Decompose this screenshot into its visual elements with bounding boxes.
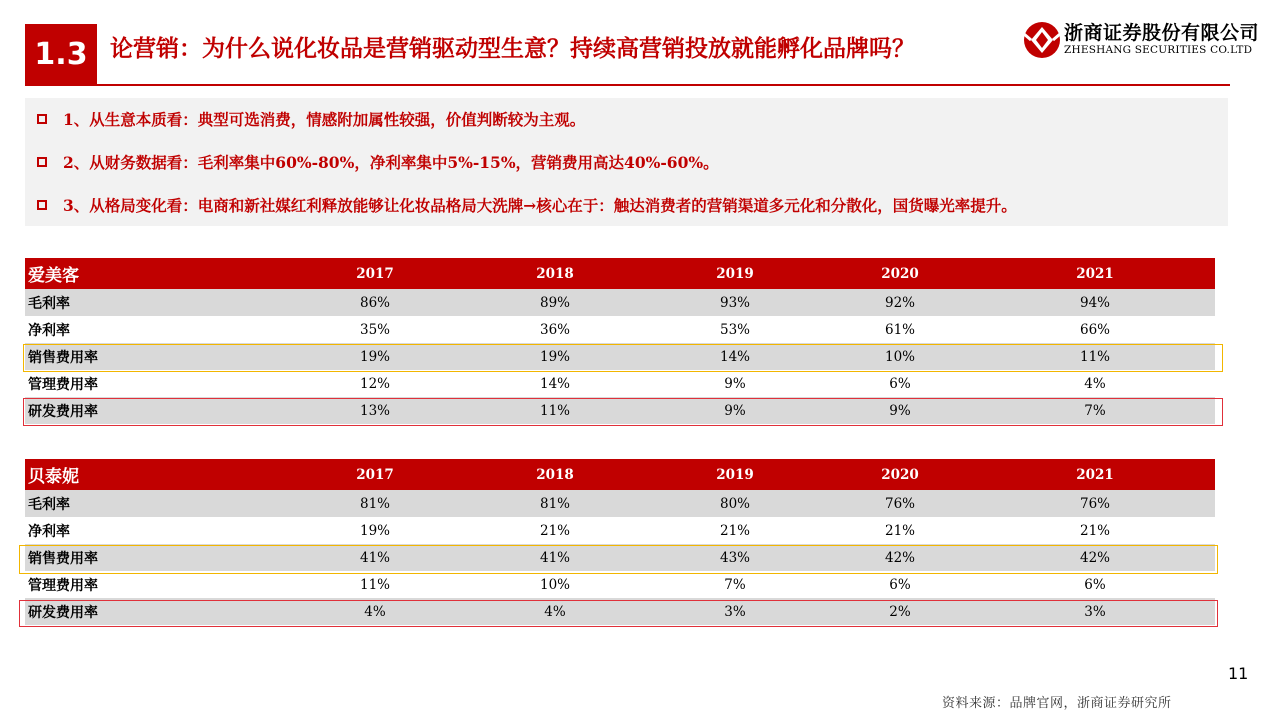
metric-value: 9%: [889, 402, 911, 419]
checkbox-square-icon: [37, 157, 47, 167]
metric-value: 19%: [539, 348, 570, 365]
metric-value: 43%: [719, 549, 750, 566]
page-number: 11: [1228, 664, 1249, 683]
summary-point: [37, 107, 585, 131]
table-row: [25, 490, 1215, 517]
logo-name-cn: 浙商证券股份有限公司: [1064, 22, 1260, 44]
metric-value: 76%: [1079, 495, 1110, 512]
metric-value: 7%: [1084, 402, 1106, 419]
metric-value: 42%: [1079, 549, 1110, 566]
metric-value: 3%: [1084, 603, 1106, 620]
metric-value: 11%: [359, 576, 390, 593]
sales-expense-highlight-box: [23, 344, 1223, 372]
metric-value: 4%: [1084, 375, 1106, 392]
brand-name: 贝泰妮: [28, 467, 79, 487]
metric-value: 92%: [884, 294, 915, 311]
metric-label: 毛利率: [28, 295, 70, 312]
summary-point: [37, 150, 719, 174]
company-logo: [1022, 18, 1260, 62]
checkbox-square-icon: [37, 200, 47, 210]
brand-name: 爱美客: [28, 266, 79, 286]
metric-value: 19%: [359, 348, 390, 365]
summary-point-text: 3、从格局变化看：电商和新社媒红利释放能够让化妆品格局大洗牌→核心在于：触达消费者的营销渠道多元化和分散化，国货曝光率提升。: [63, 196, 1017, 215]
metric-value: 81%: [359, 495, 390, 512]
metric-value: 6%: [889, 375, 911, 392]
metric-label: 销售费用率: [28, 349, 98, 366]
source-note: 资料来源：品牌官网，浙商证券研究所: [942, 696, 1172, 711]
metric-value: 2%: [889, 603, 911, 620]
metric-value: 41%: [539, 549, 570, 566]
sales-expense-highlight-box: [19, 545, 1218, 574]
metric-value: 19%: [359, 522, 390, 539]
table-header-row: [25, 459, 1215, 490]
metric-value: 86%: [359, 294, 390, 311]
summary-point: [37, 193, 1017, 217]
metric-value: 36%: [539, 321, 570, 338]
metric-label: 毛利率: [28, 496, 70, 513]
metric-value: 4%: [364, 603, 386, 620]
metric-value: 13%: [359, 402, 390, 419]
year-header: 2020: [881, 265, 919, 282]
metric-value: 11%: [539, 402, 570, 419]
metric-value: 12%: [359, 375, 390, 392]
year-header: 2020: [881, 466, 919, 483]
rd-expense-highlight-box: [19, 600, 1218, 627]
logo-mark-icon: [1022, 20, 1062, 60]
metric-value: 6%: [1084, 576, 1106, 593]
checkbox-square-icon: [37, 114, 47, 124]
year-header: 2018: [536, 265, 574, 282]
metric-value: 42%: [884, 549, 915, 566]
metric-value: 9%: [724, 375, 746, 392]
metric-label: 研发费用率: [28, 604, 98, 621]
metric-value: 10%: [884, 348, 915, 365]
table-row: [25, 316, 1215, 343]
table-row: [25, 289, 1215, 316]
metric-value: 7%: [724, 576, 746, 593]
metric-value: 89%: [539, 294, 570, 311]
metric-value: 21%: [884, 522, 915, 539]
metric-value: 21%: [1079, 522, 1110, 539]
metric-label: 净利率: [28, 322, 70, 339]
metric-value: 41%: [359, 549, 390, 566]
table-row: [25, 370, 1215, 397]
metric-value: 94%: [1079, 294, 1110, 311]
metric-value: 21%: [539, 522, 570, 539]
summary-box: [25, 98, 1228, 226]
metric-value: 9%: [724, 402, 746, 419]
metric-value: 35%: [359, 321, 390, 338]
metric-value: 53%: [719, 321, 750, 338]
header-divider: [25, 84, 1230, 86]
logo-name-en: ZHESHANG SECURITIES CO.LTD: [1064, 44, 1253, 56]
year-header: 2021: [1076, 265, 1114, 282]
table-header-row: [25, 258, 1215, 289]
metric-value: 11%: [1079, 348, 1110, 365]
metric-label: 研发费用率: [28, 403, 98, 420]
metric-value: 14%: [719, 348, 750, 365]
table-row: [25, 517, 1215, 544]
metric-value: 21%: [719, 522, 750, 539]
metric-value: 3%: [724, 603, 746, 620]
metric-label: 管理费用率: [28, 376, 98, 393]
year-header: 2021: [1076, 466, 1114, 483]
summary-point-text: 2、从财务数据看：毛利率集中60%-80%，净利率集中5%-15%，营销费用高达40%-60%。: [63, 153, 719, 172]
year-header: 2017: [356, 265, 394, 282]
metric-value: 61%: [884, 321, 915, 338]
year-header: 2017: [356, 466, 394, 483]
table-row: [25, 571, 1215, 598]
metric-label: 销售费用率: [28, 550, 98, 567]
metric-value: 4%: [544, 603, 566, 620]
year-header: 2018: [536, 466, 574, 483]
metric-label: 管理费用率: [28, 577, 98, 594]
metric-value: 76%: [884, 495, 915, 512]
year-header: 2019: [716, 466, 754, 483]
metric-label: 净利率: [28, 523, 70, 540]
section-number-badge: 1.3: [25, 24, 97, 84]
metric-value: 81%: [539, 495, 570, 512]
metric-value: 93%: [719, 294, 750, 311]
metric-value: 10%: [539, 576, 570, 593]
metric-value: 6%: [889, 576, 911, 593]
metric-value: 80%: [719, 495, 750, 512]
year-header: 2019: [716, 265, 754, 282]
metric-value: 66%: [1079, 321, 1110, 338]
summary-point-text: 1、从生意本质看：典型可选消费，情感附加属性较强，价值判断较为主观。: [63, 110, 586, 129]
metric-value: 14%: [539, 375, 570, 392]
rd-expense-highlight-box: [23, 398, 1223, 426]
page-title: 论营销：为什么说化妆品是营销驱动型生意？持续高营销投放就能孵化品牌吗？: [110, 36, 915, 62]
